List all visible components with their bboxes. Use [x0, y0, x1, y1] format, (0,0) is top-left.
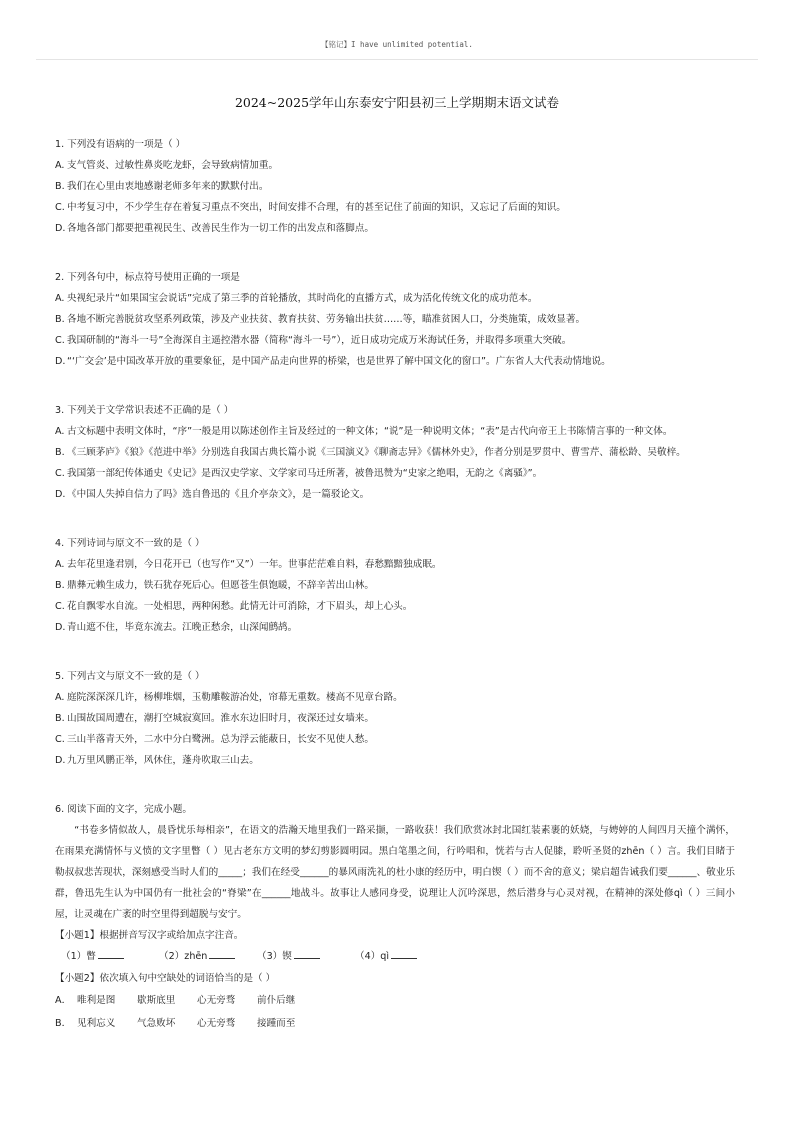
option-b[interactable]	[55, 708, 735, 729]
option-text: 三山半落青天外，二水中分白鹭洲。总为浮云能蔽日，长安不见使人愁。	[67, 734, 374, 745]
fill-item: （4）qì	[355, 946, 453, 968]
option-c[interactable]	[55, 596, 735, 617]
choice-option-b[interactable]: B． 见利忘义 气急败坏 心无旁骛 接踵而至	[55, 1018, 296, 1029]
header-motto: 【铭记】I have unlimited potential.	[321, 40, 473, 49]
option-text: 各地不断完善脱贫攻坚系列政策，涉及产业扶贫、教育扶贫、劳务输出扶贫……等，瞄准贫困人口，分类施策，成效显著。	[67, 314, 586, 325]
option-letter: A.	[55, 426, 65, 437]
option-d[interactable]	[55, 484, 735, 505]
option-letter: B.	[55, 181, 65, 192]
option-text: 青山遮不住，毕竟东流去。江晚正愁余，山深闻鹧鸪。	[67, 622, 298, 633]
option-letter: D.	[55, 622, 66, 633]
option-letter: A.	[55, 559, 65, 570]
question-stem: 1. 下列没有语病的一项是（ ）	[55, 139, 186, 150]
option-a[interactable]	[55, 421, 735, 442]
option-c[interactable]	[55, 463, 735, 484]
option-letter: A.	[55, 160, 65, 171]
reading-passage: “书卷多情似故人，晨昏忧乐每相亲”，在语文的浩瀚天地里我们一路采撷，一路收获！我们欣赏冰封北国红装素裹的妖娆，与娉婷的人间四月天撞个满怀，在雨果充满情怀与义愤的文字里瞥（ ）见古老东方文明的梦幻剪影圆明园。黑白笔墨之间，行吟唱和，恍若与古人促膝，聆听圣贤的zhēn（ ）言。我们目睹于勒叔叔悲苦现状，深刻感受当时人们的_____；我们在经受______的暴风雨洗礼的杜小康的经历中，明白锲（ ）而不舍的意义；梁启超告诫我们要______、敬业乐群，鲁迅先生认为中国仍有一批社会的“脊梁”在______地战斗。故事让人感同身受，说理让人沉吟深思，然后潜身与心灵对视，在精神的深处修qì（ ）三间小屋，让灵魂在广袤的时空里得到超脱与安宁。	[55, 825, 735, 920]
option-text: 去年花里逢君别，今日花开已（也写作“又”）一年。世事茫茫难自料，春愁黯黯独成眠。	[67, 559, 442, 570]
subquestion-1-heading: 【小题1】根据拼音写汉字或给加点字注音。	[55, 930, 244, 941]
option-letter: B.	[55, 580, 65, 591]
question-5	[55, 666, 735, 771]
option-b[interactable]	[55, 575, 735, 596]
question-2	[55, 267, 735, 372]
option-letter: B.	[55, 314, 65, 325]
page-title: 2024~2025学年山东泰安宁阳县初三上学期期末语文试卷	[234, 95, 560, 110]
option-d[interactable]	[55, 750, 735, 771]
option-text: 庭院深深深几许，杨柳堆烟，玉勒雕鞍游冶处，帘幕无重数。楼高不见章台路。	[67, 692, 403, 703]
question-stem: 6. 阅读下面的文字，完成小题。	[55, 804, 192, 815]
option-text: 鼎彝元赖生成力，铁石犹存死后心。但愿苍生俱饱暖，不辞辛苦出山林。	[67, 580, 374, 591]
option-b[interactable]	[55, 442, 735, 463]
option-letter: C.	[55, 335, 65, 346]
option-letter: A.	[55, 692, 65, 703]
fill-item: （1）瞥	[61, 946, 159, 968]
question-stem: 4. 下列诗词与原文不一致的是（ ）	[55, 538, 205, 549]
question-1	[55, 134, 735, 239]
option-d[interactable]	[55, 218, 735, 239]
question-stem: 5. 下列古文与原文不一致的是（ ）	[55, 671, 205, 682]
question-4	[55, 533, 735, 638]
option-text: 中考复习中，不少学生存在着复习重点不突出，时间安排不合理，有的甚至记住了前面的知识，又忘记了后面的知识。	[67, 202, 566, 213]
option-d[interactable]	[55, 351, 735, 372]
option-letter: B.	[55, 713, 65, 724]
option-text: 九万里风鹏正举，风休住，蓬舟吹取三山去。	[67, 755, 259, 766]
option-text: 各地各部门都要把重视民生、改善民生作为一切工作的出发点和落脚点。	[67, 223, 374, 234]
option-b[interactable]	[55, 176, 735, 197]
option-text: 我国第一部纪传体通史《史记》是西汉史学家、文学家司马迁所著，被鲁迅赞为“史家之绝唱，无韵之《离骚》”。	[67, 468, 543, 479]
question-stem: 3. 下列关于文学常识表述不正确的是（ ）	[55, 405, 234, 416]
fill-item: （2）zhēn	[159, 946, 257, 968]
option-letter: B.	[55, 447, 65, 458]
header-divider	[36, 59, 758, 60]
answer-blank[interactable]	[294, 946, 320, 959]
question-6	[55, 799, 735, 1035]
option-text: “‘广交会’是中国改革开放的重要象征，是中国产品走向世界的桥梁，也是世界了解中国文化的窗口”。广东省人大代表动情地说。	[67, 356, 611, 367]
option-c[interactable]	[55, 197, 735, 218]
option-text: 古文标题中表明文体时，“序”一般是用以陈述创作主旨及经过的一种文体；“说”是一种说明文体；“表”是古代向帝王上书陈情言事的一种文体。	[67, 426, 673, 437]
option-text: 《中国人失掉自信力了吗》选自鲁迅的《且介亭杂文》，是一篇驳论文。	[67, 489, 370, 500]
option-b[interactable]	[55, 309, 735, 330]
answer-blank[interactable]	[209, 946, 235, 959]
subquestion-2-heading: 【小题2】依次填入句中空缺处的词语恰当的是（ ）	[55, 973, 276, 984]
option-text: 《三顾茅庐》《狼》《范进中举》分别选自我国古典长篇小说《三国演义》《聊斋志异》《儒林外史》，作者分别是罗贯中、曹雪芹、蒲松龄、吴敬梓。	[67, 447, 686, 458]
option-letter: D.	[55, 489, 66, 500]
option-text: 支气管炎、过敏性鼻炎吃龙虾，会导致病情加重。	[67, 160, 279, 171]
option-a[interactable]	[55, 288, 735, 309]
exam-content	[55, 134, 735, 1063]
option-text: 山围故国周遭在，潮打空城寂寞回。淮水东边旧时月，夜深还过女墙来。	[67, 713, 374, 724]
option-letter: C.	[55, 601, 65, 612]
option-a[interactable]	[55, 554, 735, 575]
answer-blank[interactable]	[98, 946, 124, 959]
option-text: 央视纪录片“如果国宝会说话”完成了第三季的首轮播放，其时尚化的直播方式，成为活化传统文化的成功范本。	[67, 293, 538, 304]
option-letter: C.	[55, 202, 65, 213]
option-a[interactable]	[55, 155, 735, 176]
option-c[interactable]	[55, 330, 735, 351]
option-letter: A.	[55, 293, 65, 304]
option-d[interactable]	[55, 617, 735, 638]
option-letter: D.	[55, 356, 66, 367]
answer-blank[interactable]	[391, 946, 417, 959]
question-3	[55, 400, 735, 505]
option-letter: D.	[55, 223, 66, 234]
subquestion-1-items	[55, 946, 735, 968]
option-text: 我国研制的“海斗一号”全海深自主遥控潜水器（简称“海斗一号”），近日成功完成万米海试任务，并取得多项重大突破。	[67, 335, 572, 346]
option-c[interactable]	[55, 729, 735, 750]
option-letter: C.	[55, 734, 65, 745]
choice-option-a[interactable]: A． 唯利是图 歇斯底里 心无旁骛 前仆后继	[55, 995, 296, 1006]
question-stem: 2. 下列各句中，标点符号使用正确的一项是	[55, 272, 240, 283]
question-list	[55, 134, 735, 771]
option-text: 我们在心里由衷地感谢老师多年来的默默付出。	[67, 181, 269, 192]
option-letter: D.	[55, 755, 66, 766]
option-letter: C.	[55, 468, 65, 479]
fill-item: （3）锲	[257, 946, 355, 968]
option-text: 花自飘零水自流。一处相思，两种闲愁。此情无计可消除，才下眉头，却上心头。	[67, 601, 413, 612]
option-a[interactable]	[55, 687, 735, 708]
